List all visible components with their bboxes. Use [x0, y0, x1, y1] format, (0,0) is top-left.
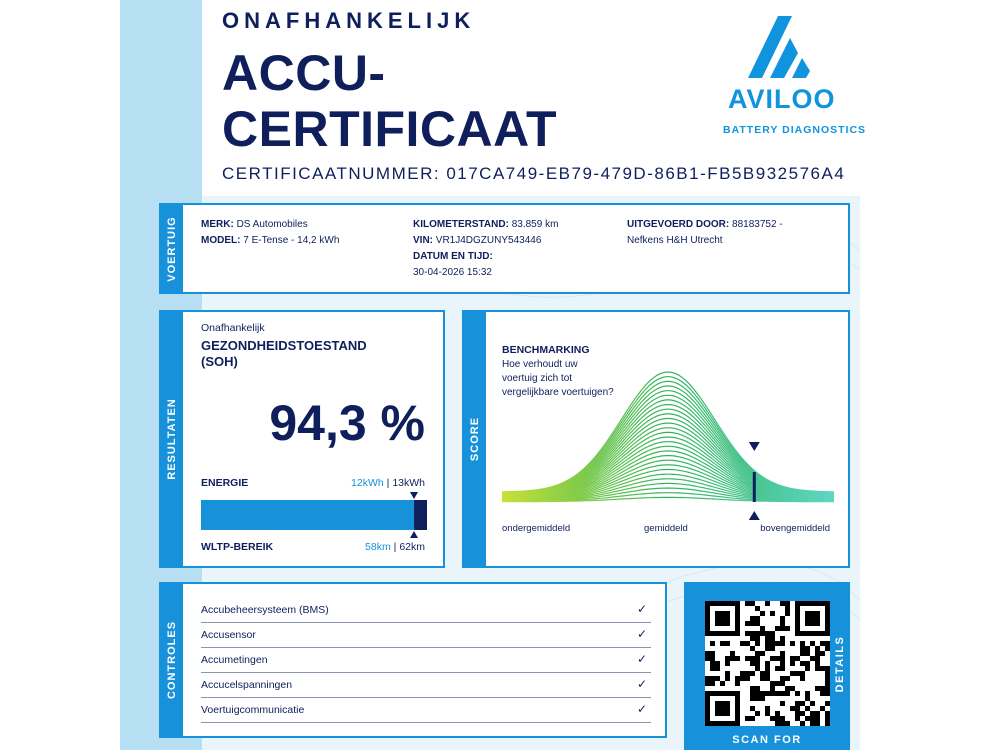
vin-value: VR1J4DGZUNY543446 — [435, 235, 542, 246]
performed-value-line-1: 88183752 - — [732, 219, 783, 230]
score-tab-label: SCORE — [469, 416, 481, 462]
qr-code-icon — [705, 601, 830, 726]
checkmark-icon: ✓ — [636, 677, 647, 691]
mileage-value: 83.859 km — [511, 219, 559, 230]
make-value: DS Automobiles — [236, 219, 308, 230]
benchmark-marker — [753, 472, 756, 502]
certificate-eyebrow: ONAFHANKELIJK — [222, 8, 476, 33]
soh-value: 94,3 % — [269, 395, 425, 451]
checkmark-icon: ✓ — [636, 702, 647, 716]
energy-original: 13kWh — [392, 477, 425, 489]
vehicle-col-1 — [201, 217, 339, 249]
range-current: 58km — [365, 541, 391, 553]
qr-panel[interactable] — [684, 582, 850, 750]
benchmark-title: BENCHMARKING — [502, 344, 590, 356]
vehicle-tab — [161, 205, 183, 292]
datetime-label: DATUM EN TIJD: — [413, 251, 493, 262]
check-row — [201, 648, 651, 673]
results-eyebrow: Onafhankelijk — [201, 322, 265, 334]
check-row — [201, 598, 651, 623]
mileage-label: KILOMETERSTAND: — [413, 219, 509, 230]
results-heading-line-2: (SOH) — [201, 354, 238, 369]
certificate-title-line-2: CERTIFICAAT — [222, 101, 558, 157]
performed-label: UITGEVOERD DOOR: — [627, 219, 730, 230]
check-label: Voertuigcommunicatie — [201, 704, 305, 716]
range-original: 62km — [399, 541, 425, 553]
results-heading — [201, 338, 367, 370]
qr-code[interactable] — [705, 601, 830, 726]
benchmark-question-line-3: vergelijkbare voertuigen? — [502, 387, 614, 398]
soh-marker-bottom-icon — [410, 531, 418, 538]
check-label: Accucelspanningen — [201, 679, 293, 691]
score-card — [462, 310, 850, 568]
vin-label: VIN: — [413, 235, 433, 246]
benchmark-marker-bottom-icon — [749, 511, 760, 520]
aviloo-logo-icon — [718, 8, 858, 138]
datetime-value: 30-04-2026 15:32 — [413, 267, 492, 278]
checkmark-icon: ✓ — [636, 652, 647, 666]
bell-curve-line — [502, 386, 834, 493]
checkmark-icon: ✓ — [636, 627, 647, 641]
check-row — [201, 673, 651, 698]
energy-separator: | — [386, 477, 390, 489]
label-above-average: bovengemiddeld — [760, 523, 830, 534]
benchmark-bell-curve — [502, 362, 834, 522]
energy-current: 12kWh — [351, 477, 384, 489]
brand-subtitle: BATTERY DIAGNOSTICS — [723, 124, 867, 136]
label-average: gemiddeld — [644, 523, 688, 534]
check-row — [201, 623, 651, 648]
results-heading-line-1: GEZONDHEIDSTOESTAND — [201, 338, 367, 353]
score-tab — [464, 312, 486, 566]
check-label: Accubeheersysteem (BMS) — [201, 604, 329, 616]
checks-card — [159, 582, 667, 738]
certificate-number: CERTIFICAATNUMMER: 017CA749-EB79-479D-86B1-FB5B932576A4 — [222, 164, 846, 183]
soh-marker-top-icon — [410, 492, 418, 499]
results-tab — [161, 312, 183, 566]
results-card — [159, 310, 445, 568]
bell-curve-line — [502, 428, 834, 496]
soh-bar-fill — [201, 500, 414, 530]
qr-caption-side: DETAILS — [834, 635, 846, 693]
bell-curve-line — [502, 377, 834, 493]
range-separator: | — [393, 541, 397, 553]
checkmark-icon: ✓ — [636, 602, 647, 616]
range-label: WLTP-BEREIK — [201, 541, 274, 553]
vehicle-col-2 — [413, 217, 558, 281]
qr-caption-bottom: SCAN FOR — [732, 734, 802, 746]
energy-label: ENERGIE — [201, 477, 249, 489]
vehicle-tab-label: VOERTUIG — [166, 215, 178, 282]
results-tab-label: RESULTATEN — [166, 398, 178, 480]
model-value: 7 E-Tense - 14,2 kWh — [243, 235, 340, 246]
checks-tab — [161, 584, 183, 736]
checks-tab-label: CONTROLES — [166, 620, 178, 700]
certificate-title-line-1: ACCU- — [222, 45, 386, 101]
bell-curve-line — [502, 409, 834, 495]
vehicle-card — [159, 203, 850, 294]
make-label: MERK: — [201, 219, 234, 230]
bell-curve-line — [502, 423, 834, 496]
check-label: Accumetingen — [201, 654, 268, 666]
check-row — [201, 698, 651, 723]
range-values — [365, 541, 425, 553]
vehicle-col-3 — [627, 217, 783, 249]
performed-value-line-2: Nefkens H&H Utrecht — [627, 235, 723, 246]
check-label: Accusensor — [201, 629, 256, 641]
bell-curve-lines — [502, 372, 834, 502]
benchmark-question-line-2: voertuig zich tot — [502, 373, 573, 384]
label-below-average: ondergemiddeld — [502, 523, 571, 534]
benchmark-question-line-1: Hoe verhoudt uw — [502, 359, 578, 370]
brand-name: AVILOO — [728, 84, 836, 114]
model-label: MODEL: — [201, 235, 241, 246]
benchmark-marker-top-icon — [749, 442, 760, 451]
energy-values — [351, 477, 425, 489]
